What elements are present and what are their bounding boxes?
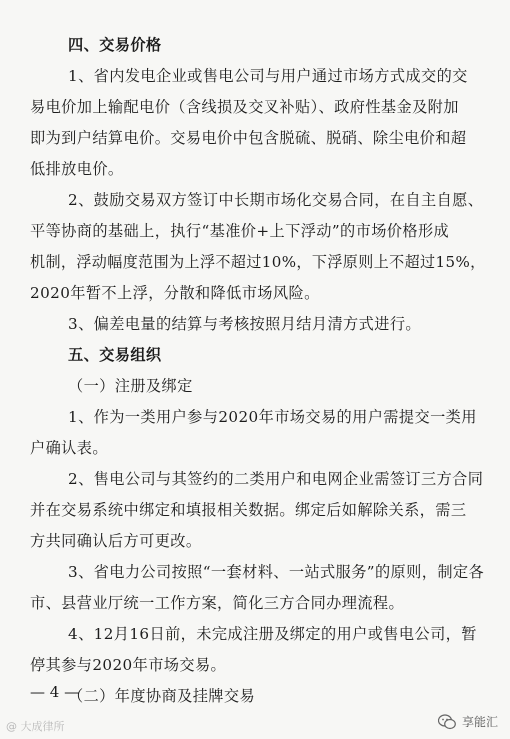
watermark-left: @ 大成律所: [6, 720, 65, 733]
paragraph-line: 2、鼓励交易双方签订中长期市场化交易合同，在自主自愿、: [68, 191, 484, 209]
subsection-heading-registration: （一）注册及绑定: [68, 377, 193, 395]
paragraph-line: 2、售电公司与其签约的二类用户和电网企业需签订三方合同: [68, 470, 484, 488]
watermark-right: [438, 713, 498, 730]
paragraph-line: 4、12月16日前，未完成注册及绑定的用户或售电公司，暂: [68, 625, 477, 643]
watermark-right-label: 享能汇: [462, 715, 499, 729]
paragraph-line: 易电价加上输配电价（含线损及交叉补贴）、政府性基金及附加: [30, 98, 459, 116]
paragraph-line: 3、偏差电量的结算与考核按照月结月清方式进行。: [68, 315, 421, 333]
paragraph-line: 2020年暂不上浮，分散和降低市场风险。: [30, 284, 320, 302]
paragraph-line: 方共同确认后方可更改。: [30, 532, 202, 550]
paragraph-line: 市、县营业厅统一工作方案，简化三方合同办理流程。: [30, 594, 405, 612]
section-heading-trade-price: 四、交易价格: [68, 36, 162, 54]
paragraph-line: 3、省电力公司按照“一套材料、一站式服务”的原则，制定各: [68, 563, 485, 581]
paragraph-line: 即为到户结算电价。交易电价中包含脱硫、脱硝、除尘电价和超: [30, 129, 467, 147]
paragraph-line: 停其参与2020年市场交易。: [30, 656, 227, 674]
paragraph-line: 1、省内发电企业或售电公司与用户通过市场方式成交的交: [68, 67, 468, 85]
paragraph-line: 低排放电价。: [30, 160, 124, 178]
section-heading-trade-organization: 五、交易组织: [68, 346, 162, 364]
paragraph-line: 户确认表。: [30, 439, 108, 457]
paragraph-line: 机制，浮动幅度范围为上浮不超过10%，下浮原则上不超过15%，: [30, 253, 486, 271]
subsection-heading-annual-trade: （二）年度协商及挂牌交易: [68, 687, 256, 705]
wechat-icon: [438, 714, 456, 730]
page-number: — 4 —: [30, 683, 80, 701]
paragraph-line: 并在交易系统中绑定和填报相关数据。绑定后如解除关系，需三: [30, 501, 467, 519]
paragraph-line: 平等协商的基础上，执行“基准价+上下浮动”的市场价格形成: [30, 222, 450, 240]
paragraph-line: 1、作为一类用户参与2020年市场交易的用户需提交一类用: [68, 408, 477, 426]
